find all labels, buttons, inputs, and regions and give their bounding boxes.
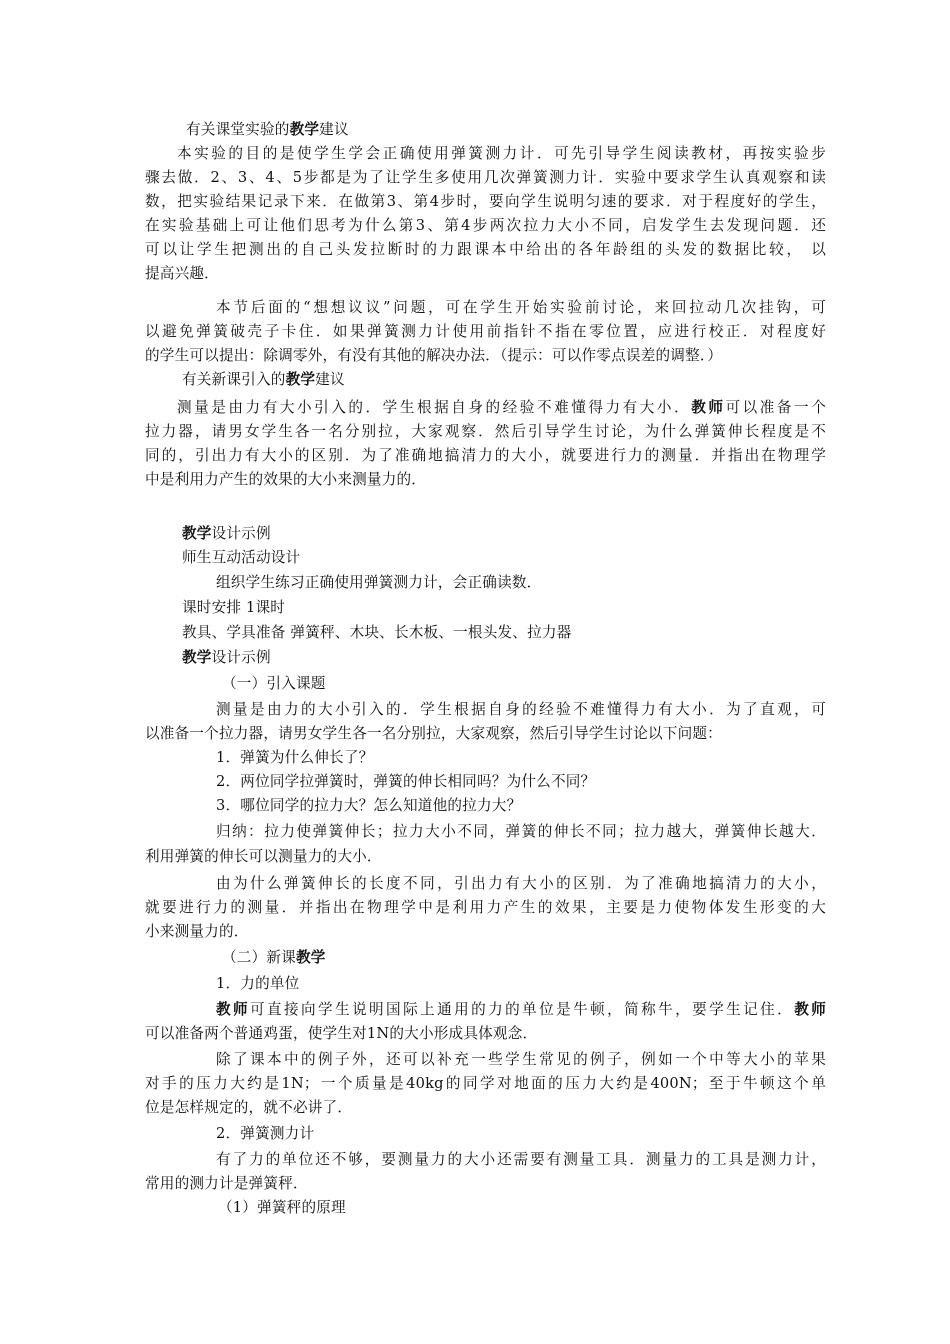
text-span: 骤去做．2、3、4、5步都是为了让学生多使用几次弹簧测力计．实验中要求学生认真观察和读 <box>145 169 826 186</box>
text-span: 小来测量力的． <box>145 923 249 940</box>
text-span: 有了力的单位还不够，要测量力的大小还需要有测量工具．测量力的工具是测力计， <box>216 1151 826 1168</box>
text-span: 2．两位同学拉弹簧时，弹簧的伸长相同吗？为什么不同？ <box>216 773 596 790</box>
text-span: 的学生可以提出：除调零外，有没有其他的解决办法．（提示：可以作零点误差的调整．） <box>145 347 723 364</box>
text-span: 对手的压力大约是1N；一个质量是40kg的同学对地面的压力大约是400N；至于牛顿这个单 <box>145 1075 826 1092</box>
text-span: （1）弹簧秤的原理 <box>218 1199 346 1216</box>
text-span: 可以让学生把测出的自己头发拉断时的力跟课本中给出的各年龄组的头发的数据比较， 以 <box>145 241 826 258</box>
text-span: 中是利用力产生的效果的大小来测量力的． <box>145 471 427 488</box>
text-line <box>216 571 826 595</box>
text-span: 可以准备两个普通鸡蛋，使学生对1N的大小形成具体观念． <box>145 1025 538 1042</box>
text-line <box>182 368 826 392</box>
text-line <box>145 238 826 262</box>
text-span: 教具、学具准备 弹簧秤、木块、长木板、一根头发、拉力器 <box>182 624 572 641</box>
text-line <box>216 998 826 1022</box>
text-line <box>216 820 826 844</box>
text-span: 常用的测力计是弹簧秤． <box>145 1175 308 1192</box>
text-span: 就要进行力的测量．并指出在物理学中是利用力产生的效果，主要是力使物体发生形变的大 <box>145 899 826 916</box>
text-line <box>145 722 826 746</box>
text-line <box>216 972 826 996</box>
text-line <box>182 596 826 620</box>
text-span: 在实验基础上可让他们思考为什么第3、第4步两次拉力大小不同，启发学生去发现问题．还 <box>145 217 826 234</box>
text-line <box>145 320 826 344</box>
text-line <box>216 872 826 896</box>
text-line <box>145 344 826 368</box>
text-span: 本节后面的“想想议议”问题，可在学生开始实验前讨论，来回拉动几次挂钩，可 <box>216 299 826 316</box>
text-line <box>182 646 826 670</box>
text-span: 建议 <box>319 121 349 138</box>
text-line <box>145 214 826 238</box>
text-line <box>145 896 826 920</box>
text-span: 除了课本中的例子外，还可以补充一些学生常见的例子，例如一个中等大小的苹果 <box>216 1051 826 1068</box>
text-span: 建议 <box>315 371 345 388</box>
text-span: 测量是由力有大小引入的．学生根据自身的经验不难懂得力有大小． <box>177 399 692 416</box>
text-span: 有关课堂实验的 <box>186 121 290 138</box>
bold-keyword: 教学 <box>285 371 316 388</box>
text-span: 师生互动活动设计 <box>182 549 301 566</box>
text-line <box>145 420 826 444</box>
text-line <box>216 746 826 770</box>
text-span: 1．力的单位 <box>216 975 300 992</box>
text-span: 位是怎样规定的，就不必讲了． <box>145 1099 353 1116</box>
bold-keyword: 教学 <box>289 121 320 138</box>
text-line <box>182 621 826 645</box>
text-line <box>145 845 826 869</box>
text-span: 本实验的目的是使学生学会正确使用弹簧测力计．可先引导学生阅读教材，再按实验步 <box>177 145 826 162</box>
text-span: 以准备一个拉力器，请男女学生各一名分别拉，大家观察，然后引导学生讨论以下问题： <box>145 725 722 742</box>
text-line <box>222 946 826 970</box>
text-line <box>216 296 826 320</box>
text-span: （二）新课 <box>222 949 296 966</box>
text-span: 利用弹簧的伸长可以测量力的大小． <box>145 848 382 865</box>
text-line <box>145 920 826 944</box>
text-line <box>177 396 826 420</box>
bold-keyword: 教师 <box>216 1001 251 1018</box>
text-span: 拉力器，请男女学生各一名分别拉，大家观察．然后引导学生讨论，为什么弹簧伸长程度是不 <box>145 423 826 440</box>
text-span: 3．哪位同学的拉力大？怎么知道他的拉力大？ <box>216 797 522 814</box>
text-line <box>216 794 826 818</box>
text-line <box>145 468 826 492</box>
text-span: 同的，引出力有大小的区别．为了准确地搞清力的大小，就要进行力的测量．并指出在物理学 <box>145 447 826 464</box>
text-line <box>145 262 826 286</box>
text-span: 组织学生练习正确使用弹簧测力计，会正确读数． <box>216 574 542 591</box>
bold-keyword: 教学 <box>182 649 212 666</box>
bold-keyword: 教学 <box>182 525 212 542</box>
bold-keyword: 教师 <box>794 1001 826 1018</box>
text-line <box>182 546 826 570</box>
text-span: 由为什么弹簧伸长的长度不同，引出力有大小的区别．为了准确地搞清力的大小， <box>216 875 826 892</box>
text-line <box>222 672 826 696</box>
text-line <box>216 770 826 794</box>
text-span: 提高兴趣． <box>145 265 219 282</box>
text-span: 2．弹簧测力计 <box>216 1125 315 1142</box>
text-span: 归纳：拉力使弹簧伸长；拉力大小不同，弹簧的伸长不同；拉力越大，弹簧伸长越大． <box>216 823 826 840</box>
text-line <box>145 1172 826 1196</box>
text-line <box>216 1122 826 1146</box>
bold-keyword: 教学 <box>295 949 326 966</box>
text-line <box>216 1048 826 1072</box>
text-line <box>145 190 826 214</box>
text-span: 有关新课引入的 <box>182 371 286 388</box>
bold-keyword: 教师 <box>691 399 726 416</box>
text-span: 可以准备一个 <box>725 399 826 416</box>
text-span: 设计示例 <box>211 525 271 542</box>
text-line <box>186 118 826 142</box>
text-line <box>145 1096 826 1120</box>
text-span: 以避免弹簧破壳子卡住．如果弹簧测力计使用前指针不指在零位置，应进行校正．对程度好 <box>145 323 826 340</box>
text-line <box>218 1196 826 1220</box>
text-span: 设计示例 <box>211 649 271 666</box>
text-line <box>145 166 826 190</box>
text-line <box>177 142 826 166</box>
text-line <box>182 522 826 546</box>
text-line <box>145 444 826 468</box>
text-span: 数，把实验结果记录下来．在做第3、第4步时，要向学生说明匀速的要求．对于程度好的学生， <box>145 193 826 210</box>
text-line <box>145 1072 826 1096</box>
text-span: （一）引入课题 <box>222 675 326 692</box>
text-line <box>216 698 826 722</box>
text-line <box>216 1148 826 1172</box>
text-span: 1．弹簧为什么伸长了？ <box>216 749 374 766</box>
text-line <box>145 1022 826 1046</box>
text-span: 测量是由力的大小引入的．学生根据自身的经验不难懂得力有大小．为了直观，可 <box>216 701 826 718</box>
text-span: 课时安排 1课时 <box>182 599 286 616</box>
text-span: 可直接向学生说明国际上通用的力的单位是牛顿，简称牛，要学生记住． <box>250 1001 795 1018</box>
